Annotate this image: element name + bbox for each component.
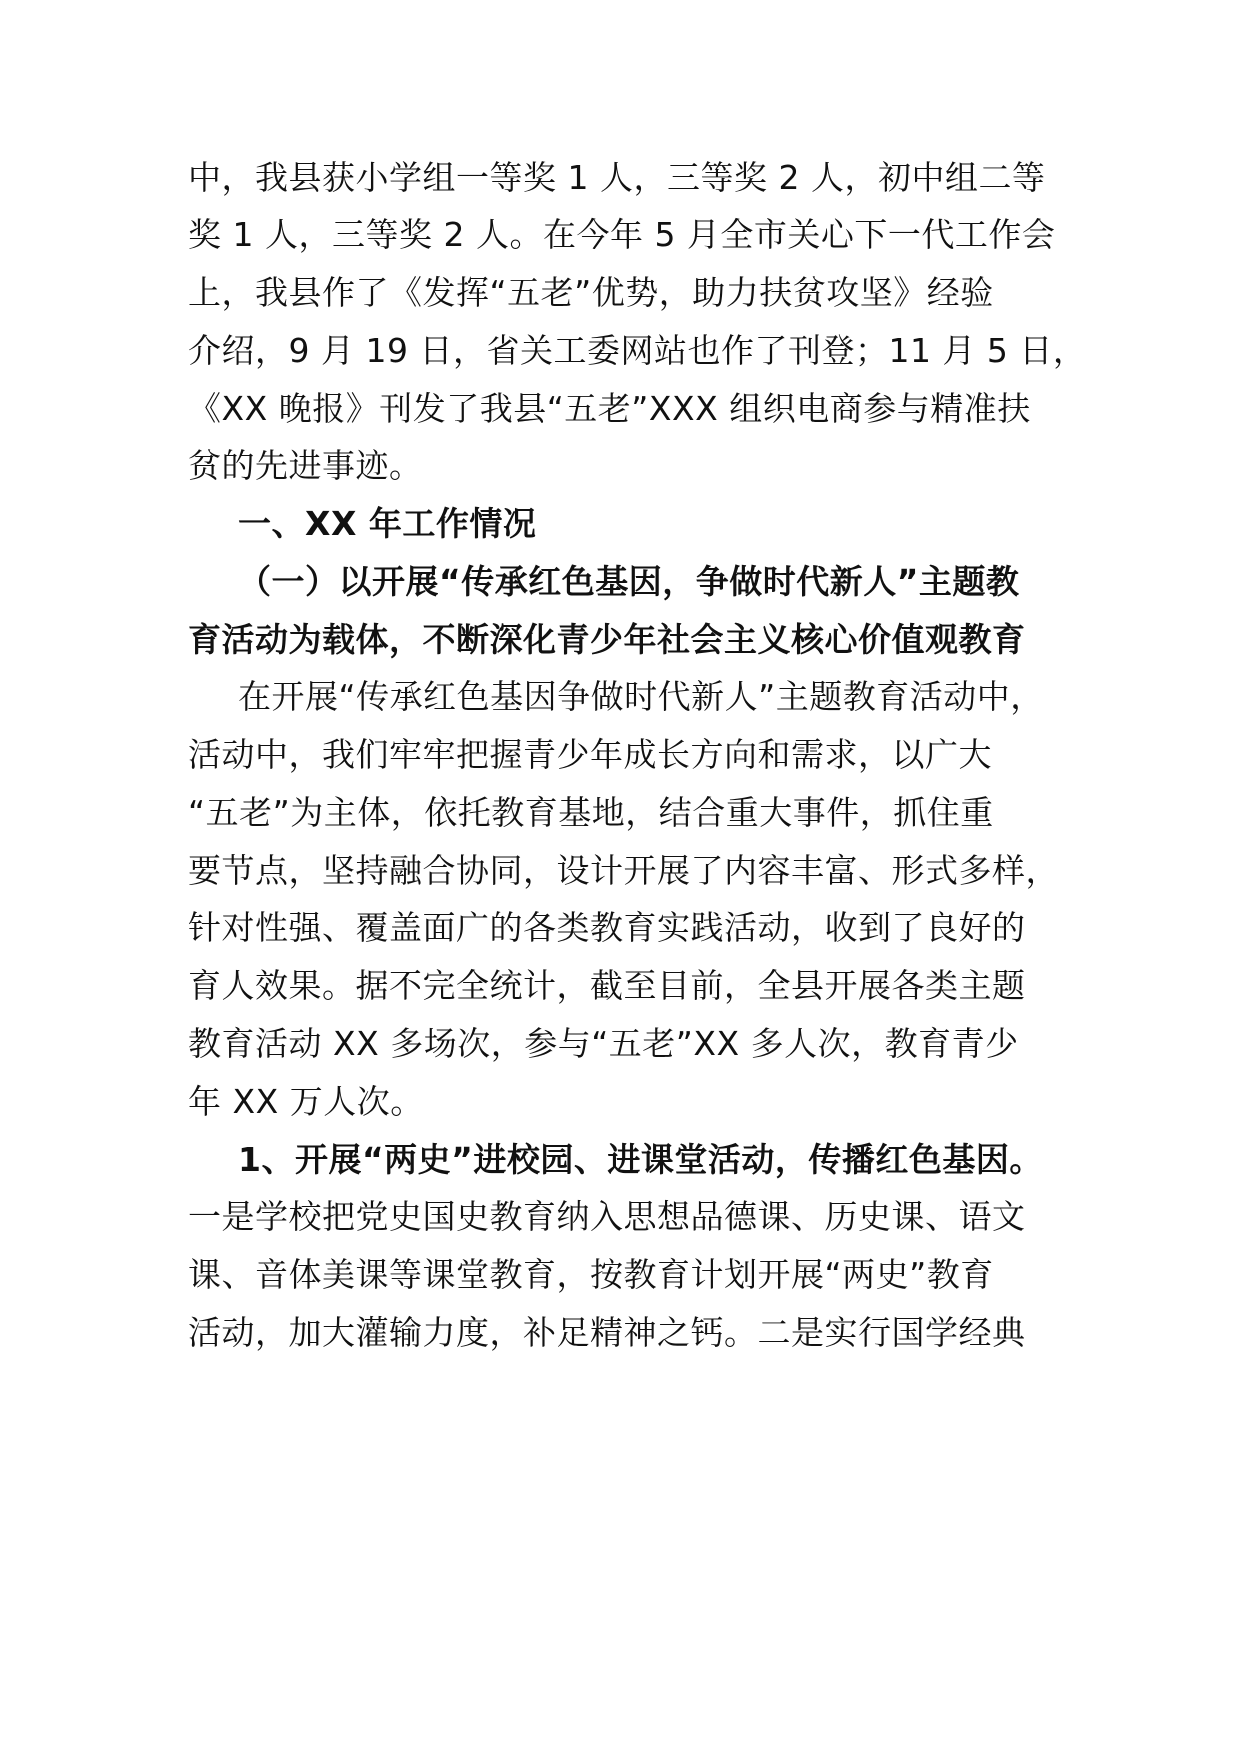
- section-heading: 一、XX 年工作情况: [238, 504, 537, 543]
- paragraph-line: 上，我县作了《发挥“五老”优势，助力扶贫攻坚》经验: [188, 273, 994, 312]
- paragraph-line: 年 XX 万人次。: [188, 1082, 424, 1121]
- paragraph-line: 活动中，我们牢牢把握青少年成长方向和需求，以广大: [188, 735, 992, 774]
- paragraph-line: 要节点，坚持融合协同，设计开展了内容丰富、形式多样，: [188, 851, 1059, 890]
- paragraph-line: 一是学校把党史国史教育纳入思想品德课、历史课、语文: [188, 1197, 1026, 1236]
- item-heading: 1、开展“两史”进校园、进课堂活动，传播红色基因。: [238, 1140, 1043, 1179]
- subsection-heading: 育活动为载体，不断深化青少年社会主义核心价值观教育: [188, 620, 1026, 659]
- paragraph-line: 育人效果。据不完全统计，截至目前，全县开展各类主题: [188, 966, 1026, 1005]
- paragraph-line: 针对性强、覆盖面广的各类教育实践活动，收到了良好的: [188, 908, 1026, 947]
- paragraph-line: 课、音体美课等课堂教育，按教育计划开展“两史”教育: [188, 1255, 994, 1294]
- paragraph-line: 介绍，9 月 19 日，省关工委网站也作了刊登；11 月 5 日，: [188, 331, 1087, 370]
- paragraph-line: 中，我县获小学组一等奖 1 人，三等奖 2 人，初中组二等: [188, 158, 1046, 197]
- paragraph-line: 贫的先进事迹。: [188, 446, 423, 485]
- paragraph-line: 《XX 晚报》刊发了我县“五老”XXX 组织电商参与精准扶: [188, 389, 1031, 428]
- paragraph-line: 活动，加大灌输力度，补足精神之钙。二是实行国学经典: [188, 1313, 1026, 1352]
- subsection-heading: （一）以开展“传承红色基因，争做时代新人”主题教: [238, 562, 1020, 601]
- paragraph-line: 在开展“传承红色基因争做时代新人”主题教育活动中，: [238, 677, 1044, 716]
- paragraph-line: “五老”为主体，依托教育基地，结合重大事件，抓住重: [188, 793, 994, 832]
- paragraph-line: 奖 1 人，三等奖 2 人。在今年 5 月全市关心下一代工作会: [188, 215, 1056, 254]
- paragraph-line: 教育活动 XX 多场次，参与“五老”XX 多人次，教育青少: [188, 1024, 1019, 1063]
